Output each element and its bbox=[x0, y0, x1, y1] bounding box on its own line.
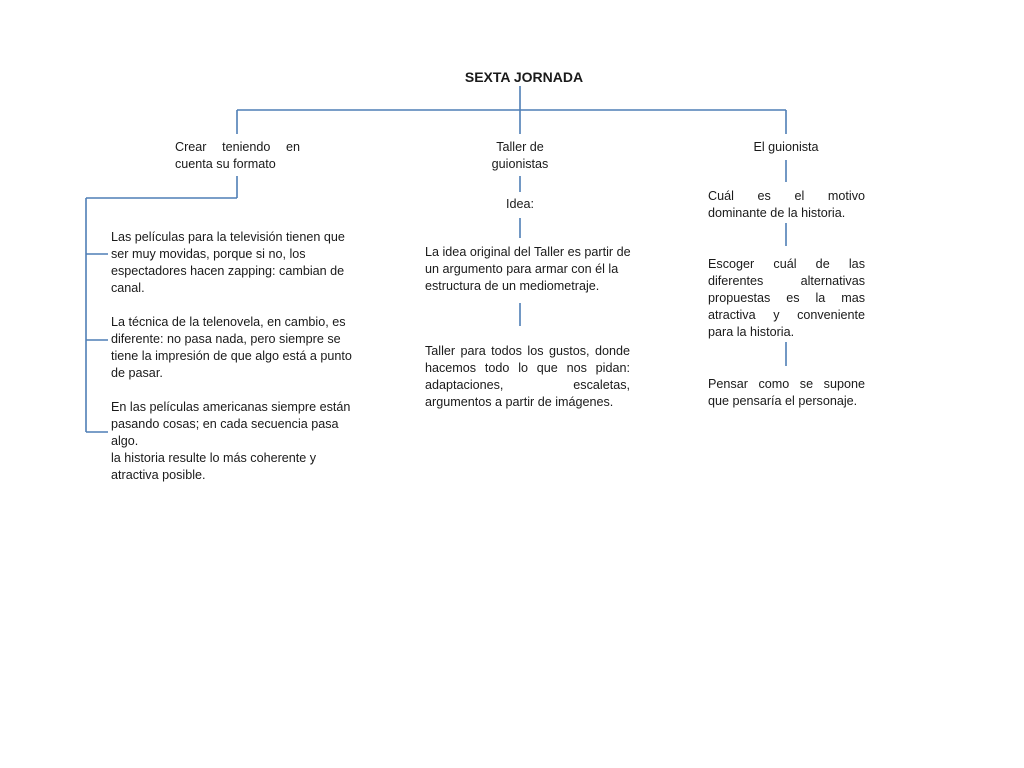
motivo-text: Cuál es el motivo dominante de la historia. bbox=[708, 189, 865, 220]
left-paragraph-4: la historia resulte lo más coherente y atractiva posible. bbox=[111, 451, 317, 482]
pensar-text: Pensar como se supone que pensaría el personaje. bbox=[708, 377, 865, 408]
right-heading: El guionista bbox=[753, 140, 819, 154]
taller-text: Taller para todos los gustos, donde hacemos todo lo que nos pidan: adaptaciones, escaletas, argumentos a partir de imágenes. bbox=[425, 344, 630, 409]
left-paragraph-3: En las películas americanas siempre están pasando cosas; en cada secuencia pasa algo. bbox=[111, 400, 351, 448]
middle-heading: Taller de guionistas bbox=[491, 140, 549, 171]
idea-label: Idea: bbox=[505, 197, 534, 211]
page-title: SEXTA JORNADA bbox=[464, 69, 584, 85]
left-text-block bbox=[111, 229, 357, 484]
idea-text: La idea original del Taller es partir de un argumento para armar con él la estructura de un mediometraje. bbox=[425, 245, 631, 293]
left-paragraph-1: Las películas para la televisión tienen que ser muy movidas, porque si no, los espectadores hacen zapping: cambian de canal. bbox=[111, 230, 345, 295]
left-paragraph-2: La técnica de la telenovela, en cambio, es diferente: no pasa nada, pero siempre se tiene la impresión de que algo está a punto de pasar. bbox=[111, 315, 352, 380]
escoger-text: Escoger cuál de las diferentes alternativas propuestas es la mas atractiva y conveniente para la historia. bbox=[708, 257, 865, 339]
left-heading: Crear teniendo en cuenta su formato bbox=[175, 140, 300, 171]
